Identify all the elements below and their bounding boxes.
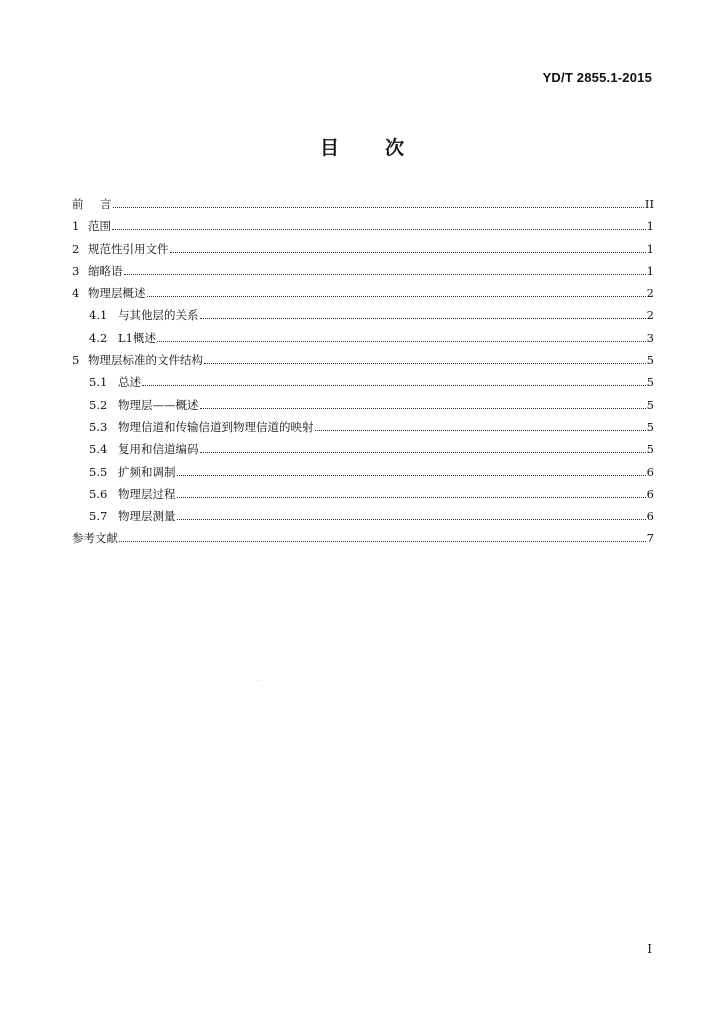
toc-entry-page: 6 (646, 509, 654, 524)
toc-entry-page: 1 (646, 241, 654, 256)
dot-leader (119, 541, 646, 542)
toc-entry-label: 扩频和调制 (118, 464, 176, 479)
toc-entry[interactable] (72, 330, 654, 352)
toc-entry[interactable] (72, 374, 654, 396)
toc-entry-number: 5.5 (89, 464, 108, 479)
toc-entry-number: 5.1 (89, 375, 108, 390)
toc-entry[interactable] (72, 464, 654, 486)
toc-entry-page: 1 (646, 219, 654, 234)
table-of-contents (72, 196, 654, 553)
toc-entry-page: II (644, 197, 654, 211)
dot-leader (200, 318, 646, 319)
toc-entry-number: 5.7 (89, 509, 108, 524)
toc-entry[interactable] (72, 263, 654, 285)
toc-entry-number: 4 (72, 286, 80, 301)
toc-entry-page: 2 (646, 308, 654, 323)
toc-entry[interactable] (72, 486, 654, 508)
toc-entry-label: 缩略语 (88, 263, 123, 278)
toc-entry-page: 5 (646, 375, 654, 390)
toc-entry-page: 7 (646, 531, 654, 546)
toc-entry-number: 5.4 (89, 442, 108, 457)
toc-entry-number: 5.6 (89, 486, 108, 501)
toc-entry[interactable] (72, 241, 654, 263)
toc-entry-label: 言 (100, 197, 112, 211)
toc-entry-number: 3 (72, 263, 80, 278)
scan-speck: ·· (257, 678, 261, 685)
dot-leader (157, 341, 646, 342)
toc-entry-page: 5 (646, 419, 654, 434)
toc-entry-number: 1 (72, 219, 80, 234)
dot-leader (315, 430, 646, 431)
toc-entry-label: 规范性引用文件 (88, 241, 169, 256)
toc-entry-page: 6 (646, 486, 654, 501)
toc-entry-label: 总述 (118, 375, 141, 390)
toc-entry-page: 6 (646, 464, 654, 479)
toc-entry[interactable] (72, 307, 654, 329)
dot-leader (147, 296, 646, 297)
toc-entry-label: 与其他层的关系 (118, 308, 199, 323)
dot-leader (124, 274, 646, 275)
toc-entry-page: 1 (646, 263, 654, 278)
toc-entry-number: 4.2 (89, 330, 108, 345)
document-code: YD/T 2855.1-2015 (542, 70, 652, 85)
toc-entry-label: 物理层标准的文件结构 (88, 353, 203, 368)
footer-page-number: I (647, 942, 652, 956)
toc-entry[interactable] (72, 352, 654, 374)
toc-entry[interactable] (72, 530, 654, 552)
dot-leader (142, 385, 646, 386)
toc-entry[interactable] (72, 397, 654, 419)
toc-entry-number: 5.2 (89, 397, 108, 412)
title-char-2: 次 (385, 137, 405, 159)
toc-entry[interactable] (72, 419, 654, 441)
dot-leader (200, 452, 646, 453)
toc-entry-label: 参考文献 (72, 531, 118, 546)
toc-entry-number: 5 (72, 353, 80, 368)
toc-entry-number: 5.3 (89, 419, 108, 434)
toc-entry-number: 2 (72, 241, 80, 256)
toc-entry[interactable] (72, 508, 654, 530)
toc-entry[interactable] (72, 285, 654, 307)
toc-entry-page: 2 (646, 286, 654, 301)
toc-entry-page: 5 (646, 397, 654, 412)
page-title (0, 133, 724, 160)
toc-entry-label: 物理层概述 (88, 286, 146, 301)
toc-entry-page: 5 (646, 353, 654, 368)
dot-leader (177, 519, 646, 520)
dot-leader (177, 497, 646, 498)
dot-leader (112, 229, 646, 230)
toc-entry[interactable] (72, 218, 654, 240)
dot-leader (177, 475, 646, 476)
dot-leader (170, 252, 646, 253)
toc-entry-label: 物理信道和传输信道到物理信道的映射 (118, 419, 314, 434)
dot-leader (200, 408, 646, 409)
toc-entry-label: 复用和信道编码 (118, 442, 199, 457)
dot-leader (204, 363, 646, 364)
toc-entry-label: 范围 (88, 219, 111, 234)
toc-entry-number: 前 (72, 197, 84, 211)
toc-entry-label: 物理层——概述 (118, 397, 199, 412)
toc-entry[interactable] (72, 441, 654, 463)
toc-entry-page: 5 (646, 442, 654, 457)
title-char-1: 目 (319, 137, 339, 159)
toc-entry-label: L1概述 (118, 330, 156, 345)
dot-leader (113, 207, 644, 208)
toc-entry-page: 3 (646, 330, 654, 345)
toc-entry-number: 4.1 (89, 308, 108, 323)
toc-entry[interactable] (72, 196, 654, 218)
toc-entry-label: 物理层测量 (118, 509, 176, 524)
toc-entry-label: 物理层过程 (118, 486, 176, 501)
